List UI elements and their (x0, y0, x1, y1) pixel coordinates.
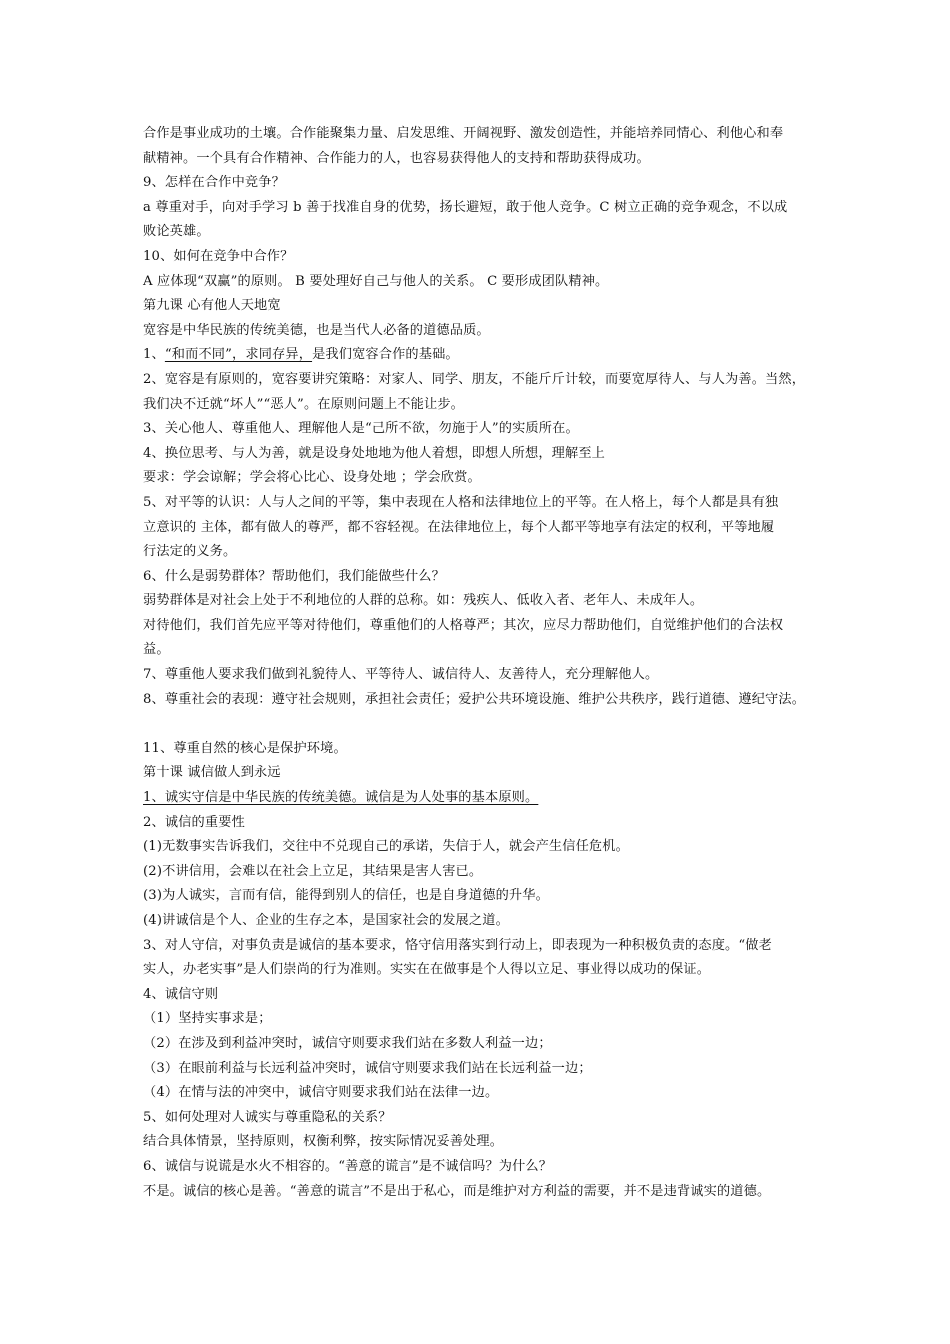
text-line: (4)讲诚信是个人、企业的生存之本，是国家社会的发展之道。 (143, 913, 509, 928)
text-line: (1)无数事实告诉我们，交往中不兑现自己的承诺，失信于人，就会产生信任危机。 (143, 839, 629, 855)
text-line: 行法定的义务。 (143, 544, 237, 560)
text-line: 7、尊重他人要求我们做到礼貌待人、平等待人、诚信待人、友善待人，充分理解他人。 (143, 667, 659, 683)
text-line: 宽容是中华民族的传统美德，也是当代人必备的道德品质。 (143, 322, 490, 338)
question-heading: 6、什么是弱势群体？帮助他们，我们能做些什么？ (143, 568, 445, 584)
text-line: 不是。诚信的核心是善。“善意的谎言”不是出于私心，而是维护对方利益的需要，并不是违背诚实的道德。 (143, 1183, 771, 1199)
text-line: 对待他们，我们首先应平等对待他们，尊重他们的人格尊严；其次，应尽力帮助他们，自觉维护他们的合法权 (143, 617, 784, 633)
text-line: 实人，办老实事”是人们崇尚的行为准则。实实在在做事是个人得以立足、事业得以成功的保证。 (143, 962, 711, 978)
blank-line (143, 712, 823, 737)
text-line: 2、宽容是有原则的，宽容要讲究策略：对家人、同学、朋友，不能斤斤计较，而要宽厚待人、与人为善。当然， (143, 371, 806, 387)
text-line: （1）坚持实事求是； (143, 1011, 272, 1027)
text-line: （4）在情与法的冲突中，诚信守则要求我们站在法律一边。 (143, 1085, 499, 1101)
text-line: 献精神。一个具有合作精神、合作能力的人，也容易获得他人的支持和帮助获得成功。 (143, 150, 650, 166)
text-line: 我们决不迁就“坏人”“恶人”。在原则问题上不能让步。 (143, 396, 464, 412)
harmony-suffix: 是我们宽容合作的基础。 (312, 347, 459, 363)
honesty-line (143, 786, 823, 811)
document-body (143, 122, 823, 1204)
text-line: 4、诚信守则 (143, 986, 219, 1002)
text-line: 11、尊重自然的核心是保护环境。 (143, 740, 347, 756)
text-line: 立意识的 主体，都有做人的尊严，都不容轻视。在法律地位上，每个人都平等地享有法定的权利，平等地履 (143, 519, 775, 535)
text-line: 3、关心他人、尊重他人、理解他人是“己所不欲，勿施于人”的实质所在。 (143, 421, 579, 437)
text-line: A 应体现“双赢”的原则。 B 要处理好自己与他人的关系。 C 要形成团队精神。 (143, 273, 609, 289)
text-line: (2)不讲信用，会难以在社会上立足，其结果是害人害已。 (143, 863, 483, 879)
text-line: (3)为人诚实，言而有信，能得到别人的信任，也是自身道德的升华。 (143, 888, 549, 904)
text-line: 益。 (143, 642, 170, 658)
question-heading: 5、如何处理对人诚实与尊重隐私的关系？ (143, 1109, 392, 1125)
question-heading: 6、诚信与说谎是水火不相容的。“善意的谎言”是不诚信吗？为什么？ (143, 1158, 553, 1174)
lesson-title: 第十课 诚信做人到永远 (143, 765, 281, 781)
text-line: a 尊重对手，向对手学习 b 善于找准自身的优势，扬长避短，敢于他人竞争。C 树立正确的竞争观念，不以成 (143, 199, 788, 215)
question-heading: 10、如何在竞争中合作？ (143, 248, 294, 264)
text-line: （2）在涉及到利益冲突时，诚信守则要求我们站在多数人利益一边； (143, 1035, 552, 1051)
text-line: 4、换位思考、与人为善，就是设身处地地为他人着想，即想人所想，理解至上 (143, 445, 606, 461)
harmony-line (143, 343, 823, 368)
text-line: （3）在眼前利益与长远利益冲突时，诚信守则要求我们站在长远利益一边； (143, 1060, 592, 1076)
text-line: 合作是事业成功的土壤。合作能聚集力量、启发思维、开阔视野、激发创造性，并能培养同情心、利他心和奉 (143, 126, 784, 141)
text-line: 弱势群体是对社会上处于不利地位的人群的总称。如：残疾人、低收入者、老年人、未成年人。 (143, 593, 704, 609)
harmony-prefix: 1、 (143, 347, 165, 363)
lesson-title: 第九课 心有他人天地宽 (143, 298, 281, 314)
text-line: 要求：学会谅解；学会将心比心、设身处地 ；学会欣赏。 (143, 470, 481, 486)
text-line: 8、尊重社会的表现：遵守社会规则，承担社会责任；爱护公共环境设施、维护公共秩序，践行道德、遵纪守法。 (143, 691, 806, 707)
text-line: 2、诚信的重要性 (143, 814, 245, 830)
text-line: 结合具体情景，坚持原则，权衡利弊，按实际情况妥善处理。 (143, 1134, 504, 1150)
text-line: 3、对人守信，对事负责是诚信的基本要求，恪守信用落实到行动上，即表现为一种积极负责的态度。“做老 (143, 937, 772, 953)
honesty-underlined-text: 1、诚实守信是中华民族的传统美德。诚信是为人处事的基本原则。 (143, 790, 539, 806)
question-heading: 9、怎样在合作中竞争？ (143, 175, 285, 191)
harmony-underlined-text: “和而不同”，求同存异， (164, 347, 313, 363)
text-line: 5、对平等的认识：人与人之间的平等，集中表现在人格和法律地位上的平等。在人格上，每个人都是具有独 (143, 494, 779, 510)
text-line: 败论英雄。 (143, 224, 210, 240)
